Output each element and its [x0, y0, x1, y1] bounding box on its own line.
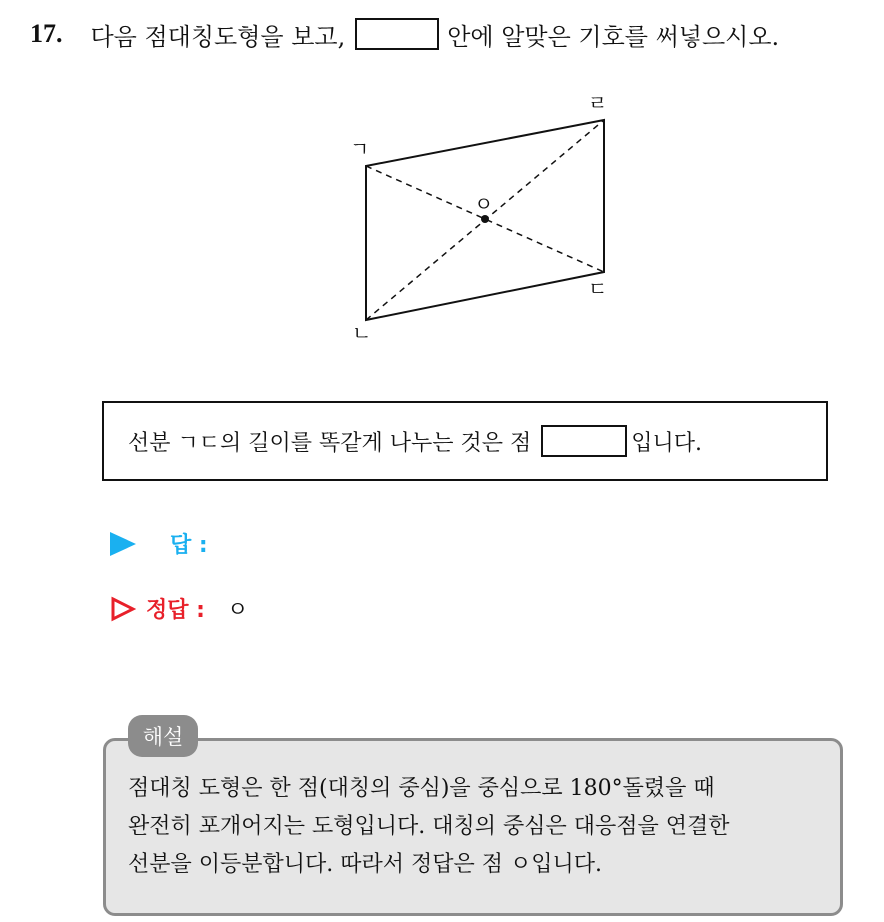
question-line: [30, 14, 779, 54]
explanation-line: 선분을 이등분합니다. 따라서 정답은 점 ㅇ입니다.: [128, 852, 602, 877]
statement-text-after: 입니다.: [631, 430, 702, 456]
label-top-left: ㄱ: [350, 137, 370, 161]
statement-box: [102, 401, 828, 481]
correct-answer-value: ㅇ: [226, 598, 249, 623]
question-blank-box: [355, 18, 439, 50]
question-text-after: 안에 알맞은 기호를 써넣으시오.: [447, 22, 780, 51]
play-arrow-icon: [110, 532, 136, 556]
outline-arrow-icon: [110, 596, 136, 622]
answer-row: [110, 528, 208, 559]
statement-blank-box: [541, 425, 627, 457]
question-number: 17.: [30, 19, 63, 48]
explanation-tab: 해설: [128, 715, 198, 757]
label-bottom-left: ㄴ: [352, 321, 372, 345]
label-top-right: ㄹ: [588, 91, 608, 115]
correct-answer-label: 정답 :: [146, 598, 205, 623]
point-symmetric-figure: [330, 86, 650, 346]
label-bottom-right: ㄷ: [588, 277, 608, 301]
explanation-line: 점대칭 도형은 한 점(대칭의 중심)을 중심으로 180°돌렸을 때: [128, 776, 715, 801]
center-point: [481, 215, 489, 223]
explanation-line: 완전히 포개어지는 도형입니다. 대칭의 중심은 대응점을 연결한: [128, 814, 730, 839]
question-text-before: 다음 점대칭도형을 보고,: [90, 22, 346, 51]
statement-text-before: 선분 ㄱㄷ의 길이를 똑같게 나누는 것은 점: [128, 430, 532, 456]
explanation-text: [128, 770, 828, 884]
correct-answer-row: [110, 593, 248, 624]
label-center: ㅇ: [474, 192, 494, 216]
answer-label: 답 :: [170, 533, 208, 558]
